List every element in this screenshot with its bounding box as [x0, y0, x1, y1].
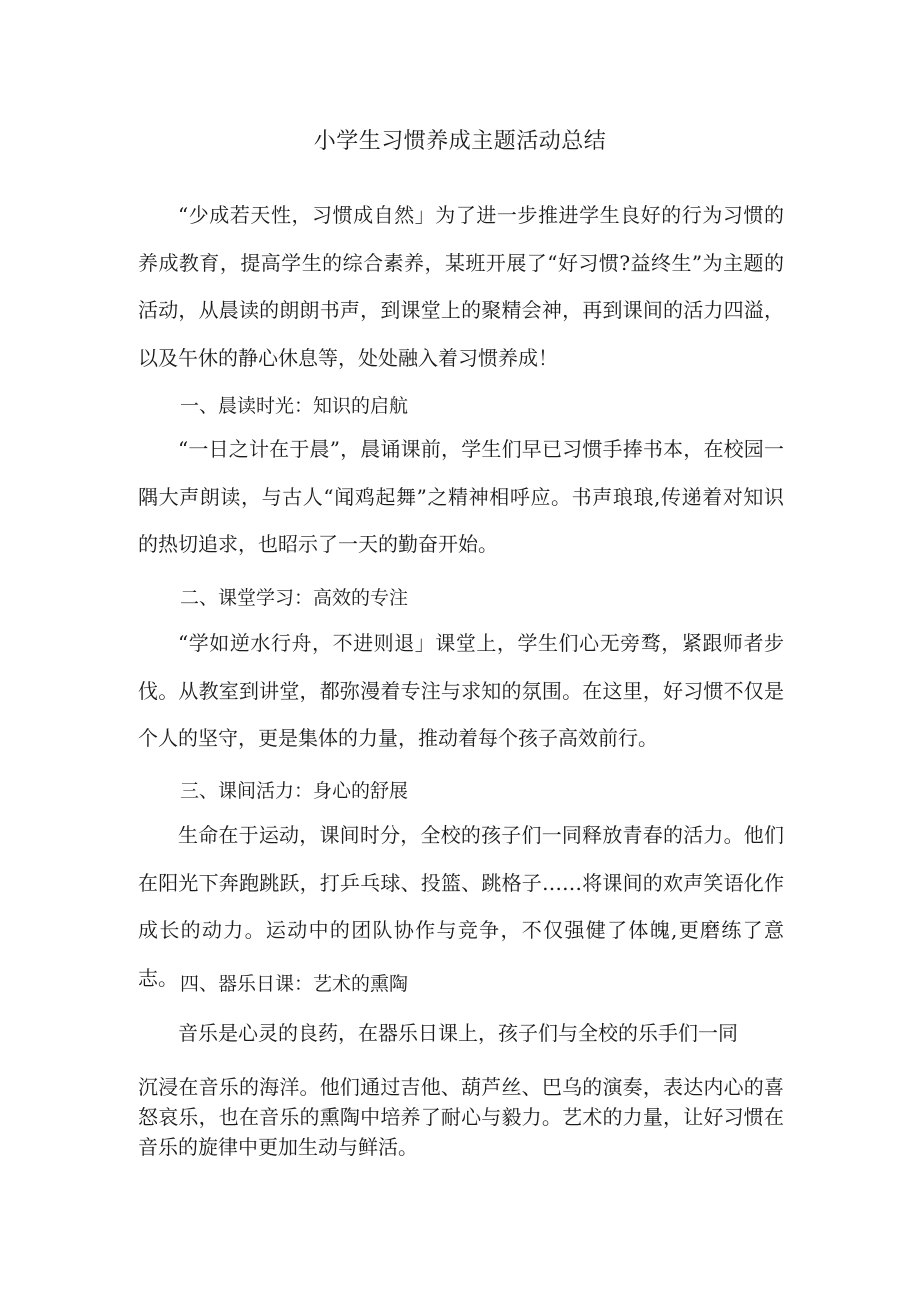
section-body-instrument-class-first-line: 音乐是心灵的良药，在器乐日课上，孩子们与全校的乐手们一同: [178, 1021, 738, 1045]
section-body-morning-reading: “一日之计在于晨”，晨诵课前，学生们早已习惯手捧书本，在校园一隅大声朗读，与古人“闻鸡起舞”之精神相呼应。书声琅琅,传递着对知识的热切追求，也昭示了一天的勤奋开始。: [138, 437, 784, 556]
document-title: 小学生习惯养成主题活动总结: [313, 129, 607, 154]
section-heading-break-time: 三、课间活力：身心的舒展: [180, 780, 409, 802]
intro-paragraph: “少成若天性，习惯成自然」为了进一步推进学生良好的行为习惯的养成教育，提高学生的综合素养，某班开展了“好习惯?益终生”为主题的活动，从晨读的朗朗书声，到课堂上的聚精会神，再到课间的活力四溢，以及午休的静心休息等，处处融入着习惯养成！: [138, 203, 784, 370]
section-body-break-time: 生命在于运动，课间时分，全校的孩子们一同释放青春的活力。他们在阳光下奔跑跳跃，打乒乓球、投篮、跳格子……将课间的欢声笑语化作成长的动力。运动中的团队协作与竞争，不仅强健了体魄,更磨练了意志。: [138, 823, 784, 990]
section-heading-classroom: 二、课堂学习：高效的专注: [180, 587, 409, 609]
section-body-instrument-class-rest: 沉浸在音乐的海洋。他们通过吉他、葫芦丝、巴乌的演奏，表达内心的喜怒哀乐，也在音乐的熏陶中培养了耐心与毅力。艺术的力量，让好习惯在音乐的旋律中更加生动与鲜活。: [138, 1075, 784, 1159]
section-heading-morning-reading: 一、晨读时光：知识的启航: [180, 395, 409, 417]
section-heading-instrument-class: 四、器乐日课：艺术的熏陶: [180, 973, 409, 995]
section-body-classroom: “学如逆水行舟，不进则退」课堂上，学生们心无旁骛，紧跟师者步伐。从教室到讲堂，都弥漫着专注与求知的氛围。在这里，好习惯不仅是个人的坚守，更是集体的力量，推动着每个孩子高效前行。: [138, 631, 784, 750]
